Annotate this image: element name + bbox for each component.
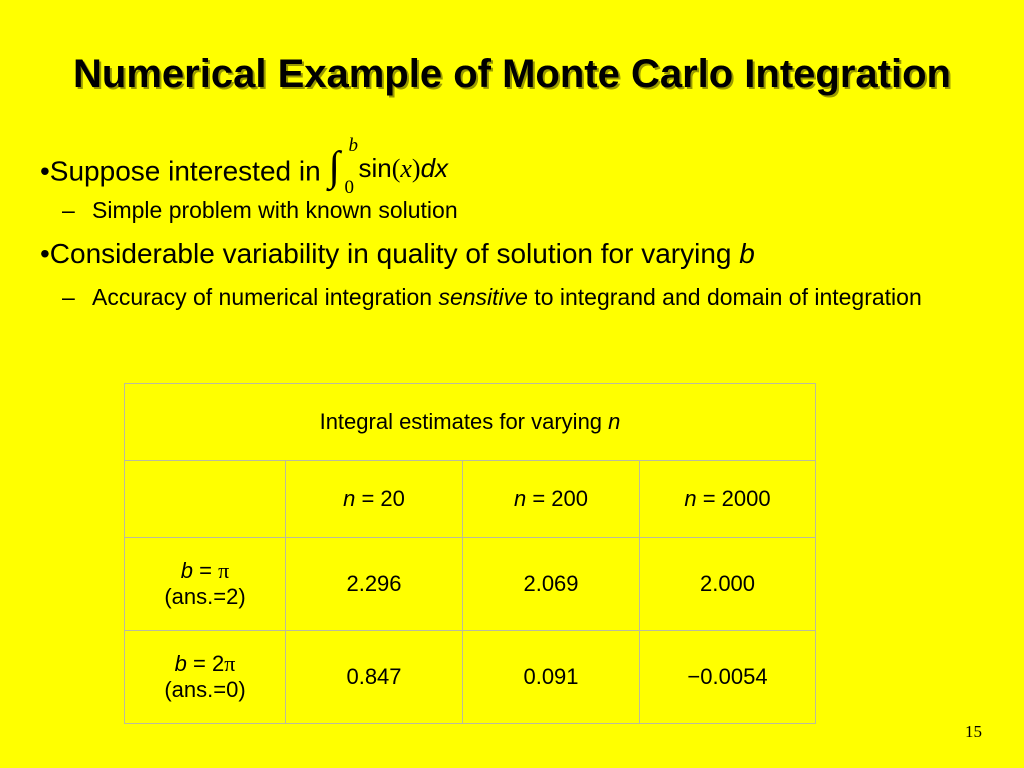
table-caption-text: Integral estimates for varying — [319, 409, 609, 434]
column-header — [286, 461, 463, 538]
bullet-suppose — [40, 135, 449, 198]
table-row — [125, 631, 816, 724]
bullet-variability — [40, 238, 755, 270]
bullet-variability-text: •Considerable variability in quality of solution for varying — [40, 238, 740, 269]
sub-bullet-text: Simple problem with known solution — [92, 197, 458, 223]
integrand — [358, 152, 448, 185]
integrand-rparen: ) — [411, 154, 421, 183]
integral-sign-icon: ∫ — [328, 144, 340, 190]
table-row — [125, 538, 816, 631]
column-header-eq: = 2000 — [696, 486, 771, 511]
bullet-suppose-text: •Suppose interested in — [40, 155, 329, 187]
table-cell: 2.000 — [640, 538, 816, 631]
page-number: 15 — [965, 722, 982, 741]
column-header — [463, 461, 640, 538]
pi-symbol: π — [218, 558, 230, 583]
integral-upper-limit: b — [348, 135, 358, 156]
row-header — [125, 631, 286, 724]
row-header-eq: = — [193, 558, 219, 583]
integrand-lparen: ( — [391, 154, 401, 183]
row-header — [125, 538, 286, 631]
row-header-answer: (ans.=2) — [164, 584, 246, 609]
integral-estimates-table — [124, 383, 816, 724]
dash-icon: – — [62, 197, 75, 223]
column-header — [640, 461, 816, 538]
integrand-variable: x — [400, 154, 412, 183]
slide-title: Numerical Example of Monte Carlo Integration — [73, 52, 951, 96]
table-caption-row — [125, 384, 816, 461]
column-header-var: n — [513, 486, 527, 511]
dash-icon: – — [62, 284, 75, 310]
integrand-function: sin — [358, 153, 392, 183]
table-header-row — [125, 461, 816, 538]
table-caption — [125, 384, 816, 461]
sub-bullet-simple-problem — [62, 195, 458, 225]
column-header-eq: = 200 — [526, 486, 589, 511]
sub-bullet-text-pre: Accuracy of numerical integration — [92, 284, 439, 310]
table-corner-cell — [125, 461, 286, 538]
row-header-answer: (ans.=0) — [164, 677, 246, 702]
table-cell: −0.0054 — [640, 631, 816, 724]
sub-bullet-text-post: to integrand and domain of integration — [527, 284, 922, 310]
integral-expression — [328, 135, 449, 198]
table-cell: 0.091 — [463, 631, 640, 724]
sub-bullet-emph: sensitive — [438, 284, 528, 310]
row-header-eq: = 2 — [186, 651, 225, 676]
table-cell: 0.847 — [286, 631, 463, 724]
table-caption-var: n — [608, 409, 621, 434]
sub-bullet-accuracy — [62, 282, 922, 312]
row-header-var: b — [174, 651, 187, 676]
column-header-var: n — [684, 486, 697, 511]
column-header-eq: = 20 — [355, 486, 405, 511]
integrand-differential: dx — [420, 153, 449, 183]
pi-symbol: π — [224, 651, 236, 676]
table-cell: 2.296 — [286, 538, 463, 631]
integral-lower-limit: 0 — [344, 177, 354, 198]
row-header-var: b — [180, 558, 194, 583]
table-cell: 2.069 — [463, 538, 640, 631]
bullet-variability-emph: b — [739, 238, 755, 269]
column-header-var: n — [343, 486, 356, 511]
